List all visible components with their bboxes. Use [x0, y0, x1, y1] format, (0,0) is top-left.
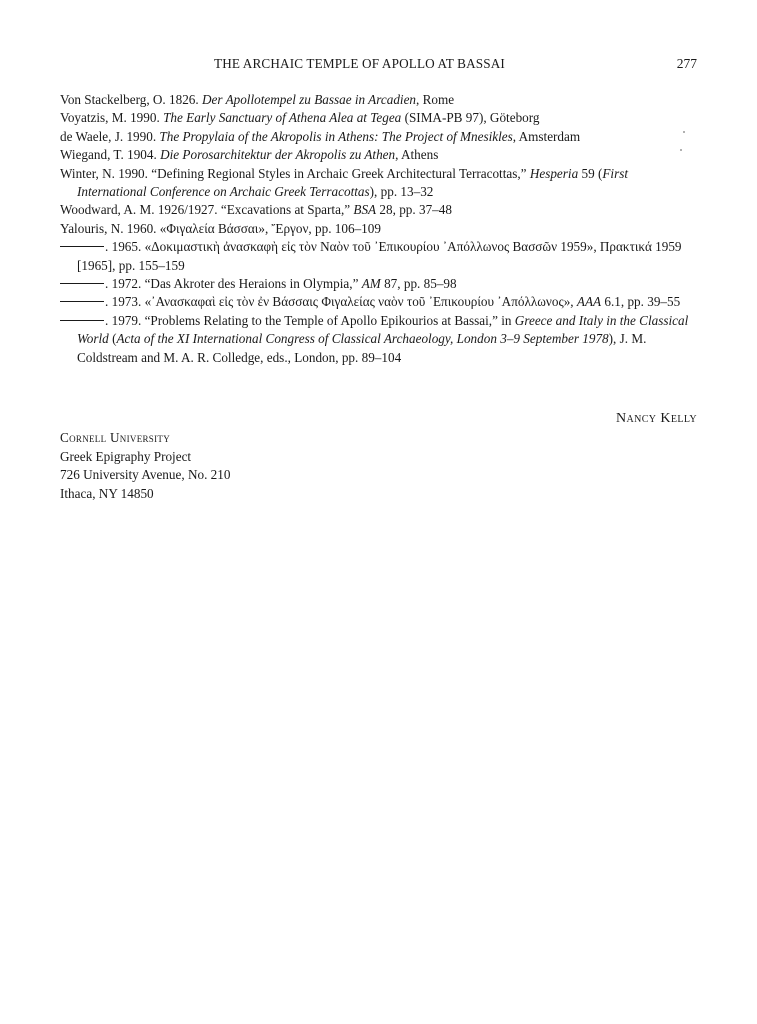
ref-text: Voyatzis, M. 1990.	[60, 110, 164, 126]
ref-text: 87, pp. 85–98	[380, 276, 457, 292]
city-address: Ithaca, NY 14850	[60, 485, 154, 501]
reference-entry	[60, 165, 700, 202]
reference-entry	[60, 220, 700, 238]
ref-text: . 1979. “Problems Relating to the Temple of Apollo Epikourios at Bassai,” in	[105, 312, 515, 328]
ref-text: ), pp. 13–32	[369, 184, 434, 200]
ditto-dash	[60, 320, 104, 321]
ref-text: de Waele, J. 1990.	[60, 128, 160, 144]
ref-journal: Hesperia	[529, 165, 579, 181]
ref-journal: AM	[361, 276, 381, 292]
ref-title: Die Porosarchitektur der Akropolis zu Athen	[160, 147, 396, 163]
ref-title: Greece and Italy in the Classical World	[77, 312, 689, 347]
reference-entry	[60, 275, 700, 293]
reference-entry	[60, 109, 700, 127]
ref-text: . 1965. «Δοκιμαστικὴ ἀνασκαφὴ εἰς τὸν Ναὸν τοῦ ᾿Επικουρίου ᾿Απόλλωνος Βασσῶν 1959», Πρακτικά 1959 [1965], pp. 155–159	[77, 239, 682, 273]
page-number: 277	[676, 56, 697, 71]
ref-journal: AAA	[576, 294, 602, 310]
ditto-dash	[60, 246, 104, 247]
ref-text: , Rome	[416, 92, 455, 107]
ditto-dash	[60, 301, 104, 302]
author-name: Nancy Kelly	[615, 411, 697, 426]
ref-journal: BSA	[353, 202, 377, 218]
ref-text: 28, pp. 37–48	[376, 202, 452, 218]
reference-list	[60, 91, 700, 367]
ref-text: , Athens	[395, 147, 439, 163]
ref-text: (	[108, 331, 117, 347]
ref-text: Woodward, A. M. 1926/1927. “Excavations at Sparta,”	[60, 202, 354, 218]
ref-text: Winter, N. 1990. “Defining Regional Styles in Archaic Greek Architectural Terracottas,”	[60, 165, 530, 181]
ref-text: (SIMA-PB 97), Göteborg	[401, 110, 540, 126]
ref-title: First International Conference on Archaic Greek Terracottas	[77, 165, 629, 200]
ref-text: Von Stackelberg, O. 1826.	[60, 92, 202, 107]
ref-title: Acta of the XI International Congress of Classical Archaeology, London 3–9 September 1978	[116, 331, 609, 347]
ref-text: 6.1, pp. 39–55	[601, 294, 681, 310]
ref-text: ), J. M. Coldstream and M. A. R. Colledge, eds., London, pp. 89–104	[77, 331, 647, 365]
ref-title: The Early Sanctuary of Athena Alea at Tegea	[163, 110, 402, 126]
ref-text: Yalouris, N. 1960. «Φιγαλεία Βάσσαι», Ἔργον, pp. 106–109	[60, 220, 381, 236]
ditto-dash	[60, 283, 104, 284]
ref-title: The Propylaia of the Akropolis in Athens: The Project of Mnesikles	[159, 128, 513, 144]
scan-speck	[680, 149, 682, 151]
reference-entry	[60, 238, 700, 275]
reference-entry	[60, 293, 700, 311]
ref-text: . 1973. «᾿Ανασκαφαὶ εἰς τὸν ἐν Βάσσαις Φιγαλείας ναὸν τοῦ ᾿Επικουρίου ᾿Απόλλωνος»,	[105, 294, 577, 310]
ref-title: Der Apollotempel zu Bassae in Arcadien	[202, 92, 417, 107]
author-address	[60, 429, 230, 503]
running-header	[60, 56, 697, 74]
ref-text: . 1972. “Das Akroter des Heraions in Olympia,”	[105, 276, 362, 292]
reference-entry	[60, 312, 700, 367]
reference-entry	[60, 128, 700, 146]
reference-entry	[60, 91, 700, 109]
scan-speck	[683, 131, 685, 133]
department: Greek Epigraphy Project	[60, 448, 192, 464]
reference-entry	[60, 201, 700, 219]
running-title: THE ARCHAIC TEMPLE OF APOLLO AT BASSAI	[214, 56, 505, 71]
reference-entry	[60, 146, 700, 164]
institution: Cornell University	[60, 430, 171, 445]
ref-text: Wiegand, T. 1904.	[60, 147, 161, 163]
ref-text: , Amsterdam	[512, 128, 581, 144]
street-address: 726 University Avenue, No. 210	[60, 467, 231, 483]
ref-text: 59 (	[578, 165, 603, 181]
